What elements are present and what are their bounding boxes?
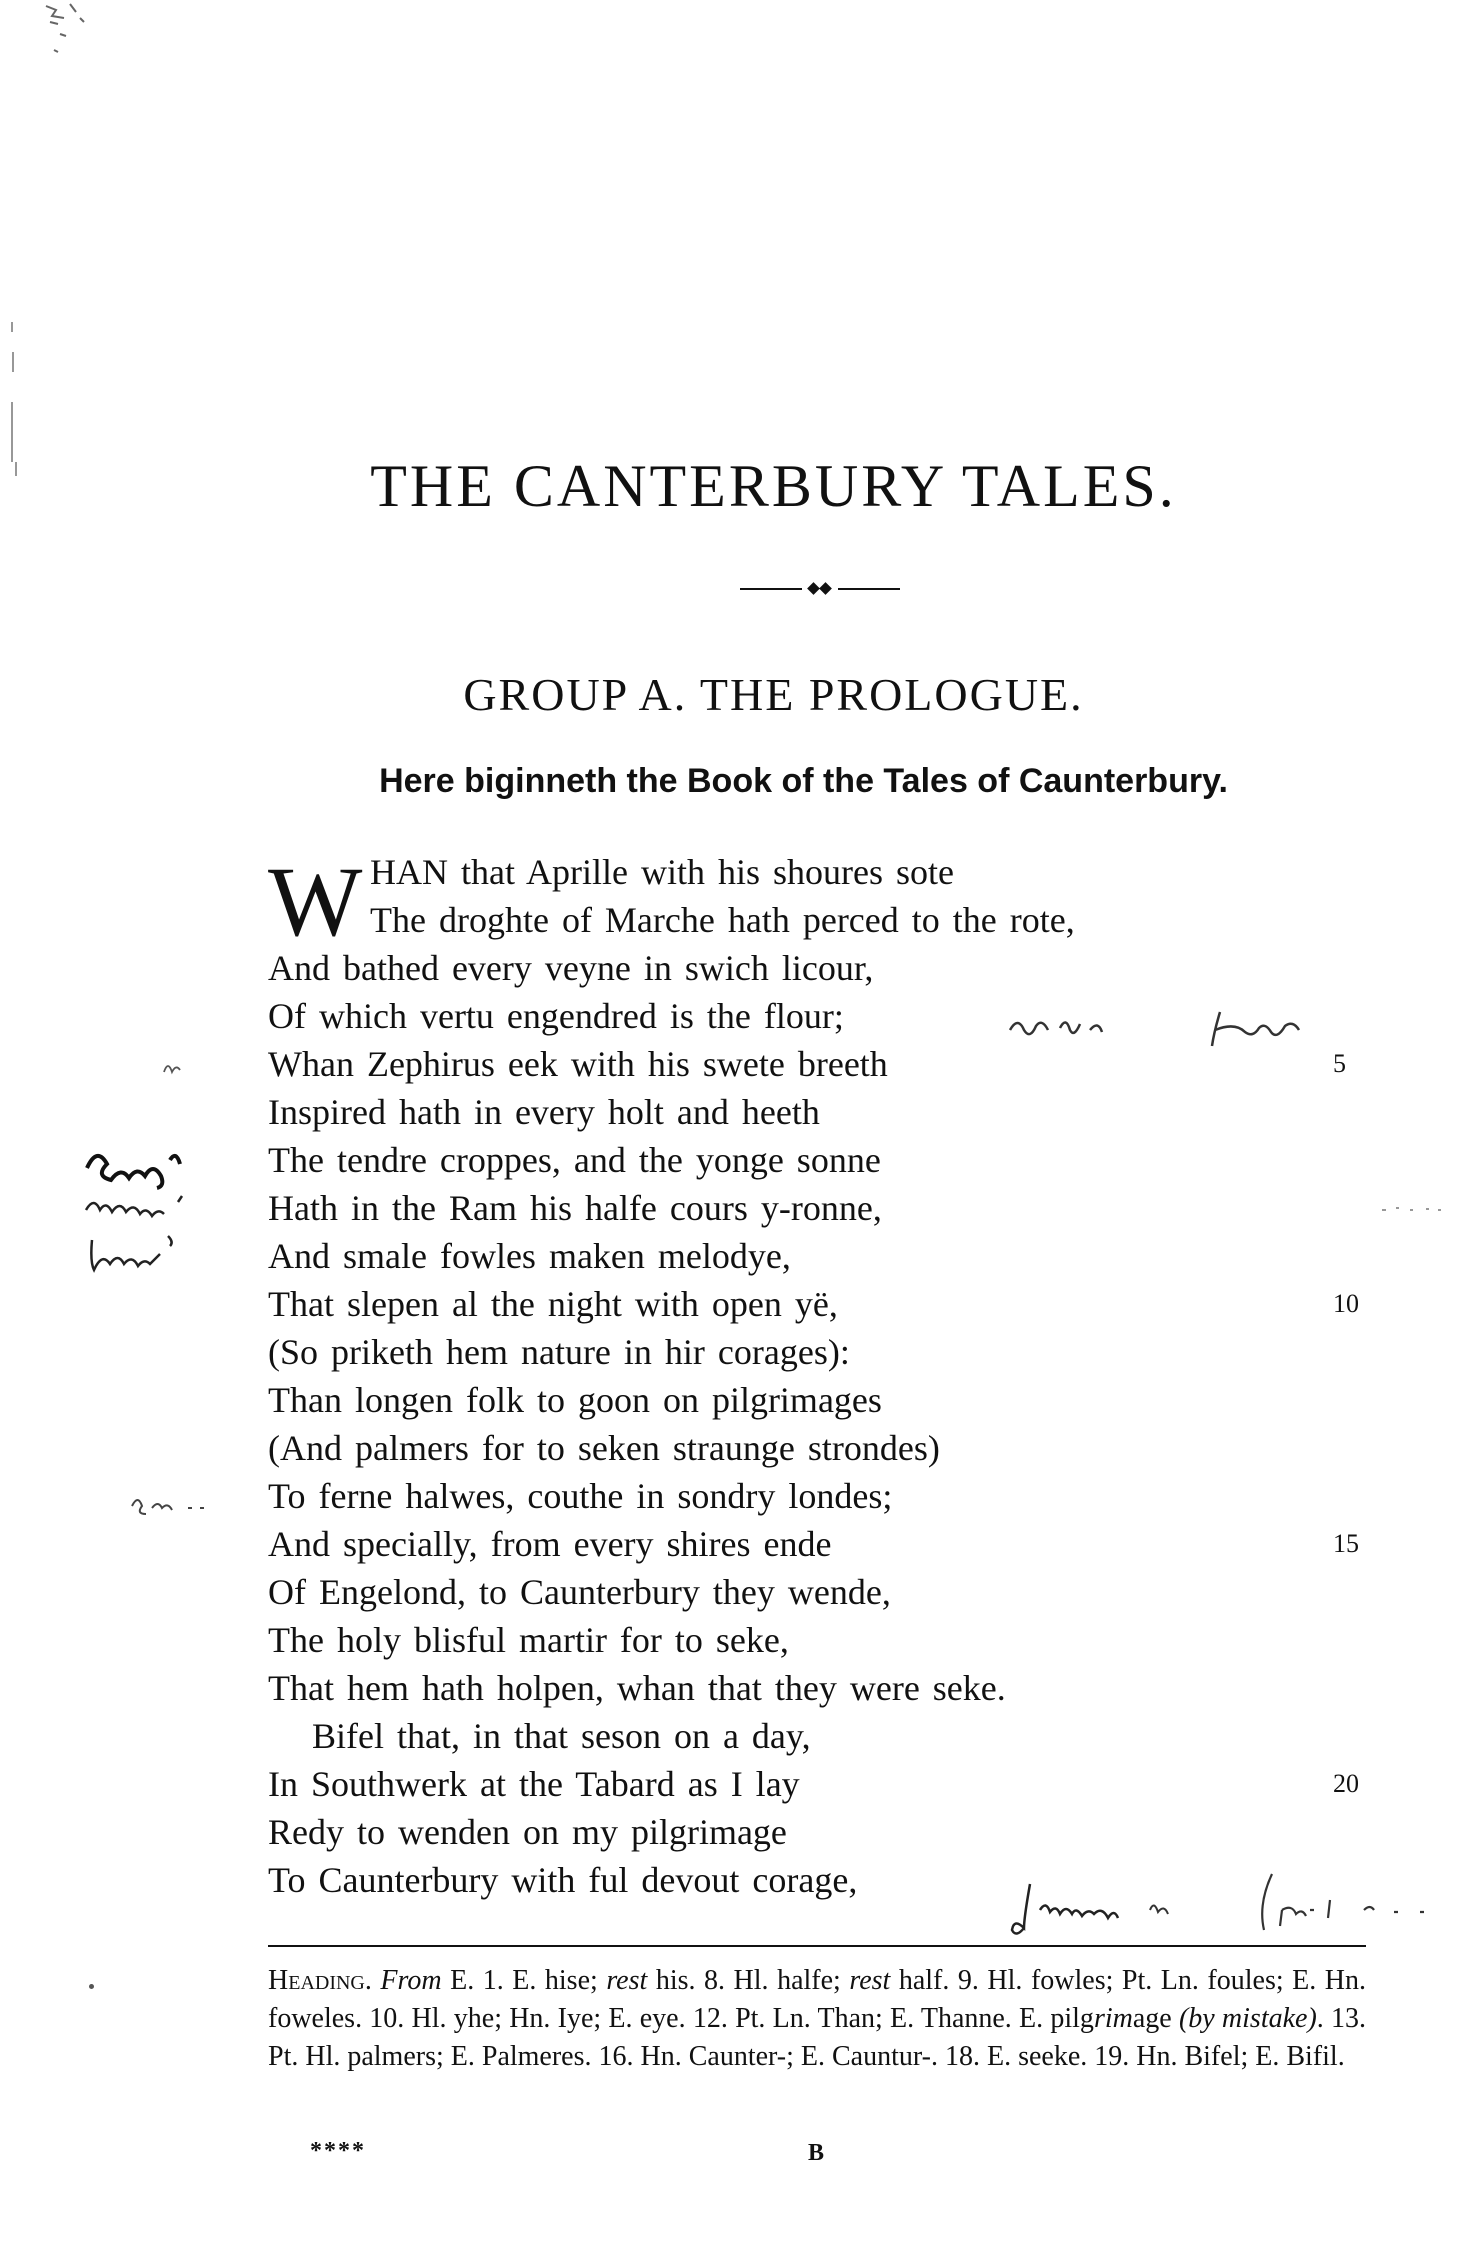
verse-text: Bifel that, in that seson on a day,: [312, 1716, 811, 1756]
line-number: 10: [1333, 1289, 1359, 1318]
book-title: THE CANTERBURY TALES.: [370, 453, 1177, 519]
handwritten-annotation: [82, 1140, 232, 1280]
verse-line: [268, 1136, 1368, 1184]
verse-line: [268, 1520, 1368, 1568]
ornament-rule-right: [838, 588, 900, 590]
verse-text: Hath in the Ram his halfe cours y-ronne,: [268, 1188, 882, 1228]
notes-text: E. 1. E. hise;: [441, 1965, 607, 1996]
handwritten-annotation: [128, 1488, 218, 1518]
verse-line: [268, 1232, 1368, 1280]
group-heading: GROUP A. THE PROLOGUE.: [463, 669, 1084, 720]
scan-speckle: [89, 1984, 94, 1989]
textual-notes: [268, 1962, 1366, 2076]
verse-line: [268, 1424, 1368, 1472]
notes-text: . 13. Pt. Hl. palmers; E. Palmeres. 16. Hn. Caunter-; E. Cauntur-. 18. E. seeke. 19. Hn. Bifel; E. Bifil.: [268, 2003, 1367, 2072]
verse-text: Redy to wenden on my pilgrimage: [268, 1812, 787, 1852]
verse-line: [268, 1280, 1368, 1328]
title-ornament: [740, 584, 900, 594]
line-number: 15: [1333, 1529, 1359, 1558]
signature-mark: ****: [310, 2138, 366, 2164]
verse-text: (So priketh hem nature in hir corages):: [268, 1332, 850, 1372]
notes-from-label: From: [380, 1965, 442, 1996]
scan-speckle: [8, 322, 18, 482]
verse-text: The tendre croppes, and the yonge sonne: [268, 1140, 881, 1180]
notes-text: age: [1132, 2003, 1179, 2034]
verse-line: [268, 1664, 1368, 1712]
verse-text: To Caunterbury with ful devout corage,: [268, 1860, 858, 1900]
verse-text: And bathed every veyne in swich licour,: [268, 948, 874, 988]
scan-speckle: [40, 0, 130, 70]
line-number: 5: [1333, 1049, 1346, 1078]
notes-text: his. 8. Hl. halfe;: [647, 1965, 850, 1996]
notes-text: half. 9. Hl. fowles; Pt. Ln. foules; E. Hn. foweles. 10. Hl. yhe; Hn. Iye; E. eye. 12. Pt. Ln. Than; E. Thanne. E. pilg: [268, 1965, 1366, 2034]
verse-text: To ferne halwes, couthe in sondry londes;: [268, 1476, 893, 1516]
ornament-rule-left: [740, 588, 802, 590]
handwritten-annotation: [160, 1054, 184, 1078]
verse-line: [268, 1472, 1368, 1520]
incipit-heading: Here biginneth the Book of the Tales of Caunterbury.: [379, 762, 1228, 800]
verse-line: [268, 1808, 1368, 1856]
notes-rest-label: rest: [849, 1965, 891, 1996]
ornament-diamond-right: [819, 582, 832, 595]
verse-text: Of Engelond, to Caunterbury they wende,: [268, 1572, 891, 1612]
verse-text: Whan Zephirus eek with his swete breeth: [268, 1044, 888, 1084]
verse-text: Than longen folk to goon on pilgrimages: [268, 1380, 882, 1420]
verse-text: (And palmers for to seken straunge strondes): [268, 1428, 940, 1468]
handwritten-annotation: [1380, 1200, 1450, 1220]
handwritten-annotation: [1005, 1000, 1335, 1050]
verse-text: And smale fowles maken melodye,: [268, 1236, 791, 1276]
verse-text: And specially, from every shires ende: [268, 1524, 832, 1564]
verse-text: The droghte of Marche hath perced to the rote,: [370, 900, 1075, 940]
verse-line: [268, 1760, 1368, 1808]
verse-text: That slepen al the night with open yë,: [268, 1284, 838, 1324]
verse-line: [268, 1712, 1368, 1760]
verse-line: [268, 896, 1368, 944]
notes-by-mistake: (by mistake): [1178, 2003, 1317, 2034]
verse-line: [268, 1328, 1368, 1376]
verse-text: In Southwerk at the Tabard as I lay: [268, 1764, 800, 1804]
verse-line: [268, 944, 1368, 992]
verse-line: [268, 1568, 1368, 1616]
handwritten-annotation: [1010, 1870, 1450, 1940]
verse-text: Of which vertu engendred is the flour;: [268, 996, 844, 1036]
signature-letter: B: [808, 2140, 825, 2166]
verse-text: HAN that Aprille with his shoures sote: [370, 852, 954, 892]
line-number: 20: [1333, 1769, 1359, 1798]
drop-cap-initial: W: [268, 846, 363, 957]
verse-line: [268, 1616, 1368, 1664]
verse-text: The holy blisful martir for to seke,: [268, 1620, 789, 1660]
notes-italic-fragment: rim: [1093, 2003, 1133, 2034]
notes-rest-label: rest: [606, 1965, 648, 1996]
verse-line: [268, 848, 1368, 896]
verse-line: [268, 1376, 1368, 1424]
verse-line: [268, 1184, 1368, 1232]
ornament-diamond-left: [807, 582, 820, 595]
footnote-divider: [268, 1945, 1366, 1947]
notes-heading-label: Heading.: [268, 1965, 372, 1996]
verse-line: [268, 1088, 1368, 1136]
verse-text: Inspired hath in every holt and heeth: [268, 1092, 820, 1132]
verse-text: That hem hath holpen, whan that they were seke.: [268, 1668, 1006, 1708]
